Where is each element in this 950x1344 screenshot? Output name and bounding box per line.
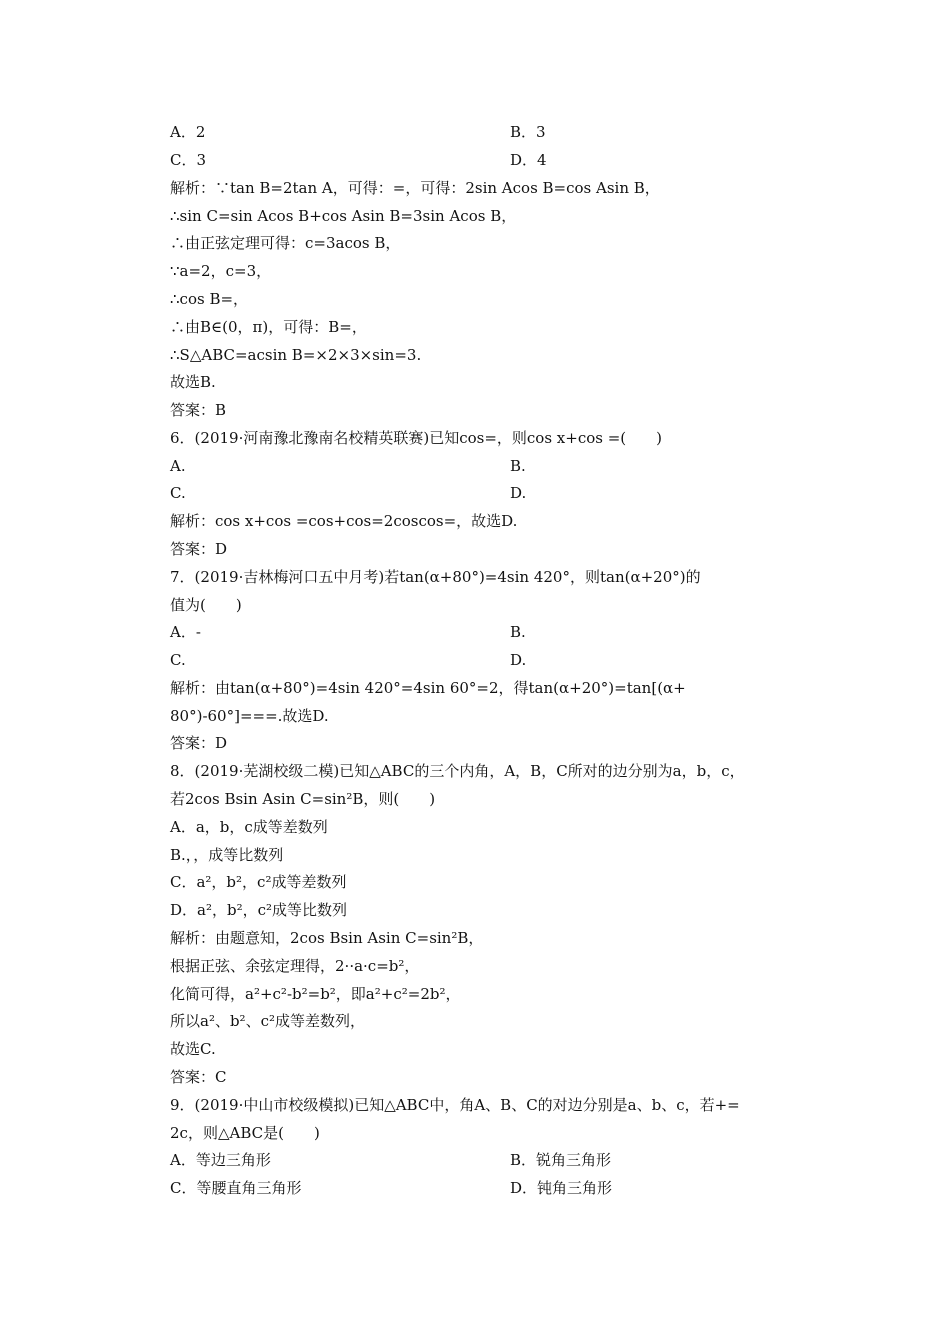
text-line [0, 924, 950, 952]
text-line [0, 952, 950, 980]
conclusion-text: 故选C. [170, 1040, 216, 1058]
option-d: D．a²，b²，c²成等比数列 [170, 901, 348, 919]
text-line [0, 591, 950, 619]
solution-text: ∵a=2，c=3， [170, 262, 272, 280]
option-c: C．3 [170, 151, 207, 169]
text-line [0, 757, 950, 785]
solution-text: 解析：由tan(α+80°)=4sin 420°=4sin 60°=2，得tan(α+20°)=tan[(α+ [170, 679, 686, 697]
answer-text: 答案：D [170, 540, 228, 558]
text-line [0, 980, 950, 1008]
question-text: 8．(2019·芜湖校级二模)已知△ABC的三个内角，A，B，C所对的边分别为a，b，c， [170, 762, 745, 780]
option-row [0, 146, 950, 174]
answer-text: 答案：D [170, 734, 228, 752]
text-line [0, 535, 950, 563]
text-line [0, 341, 950, 369]
text-line [0, 285, 950, 313]
question-text: 若2cos Bsin Asin C=sin²B，则( ) [170, 790, 436, 808]
text-line [0, 1091, 950, 1119]
solution-text: 解析：由题意知，2cos Bsin Asin C=sin²B， [170, 929, 484, 947]
solution-text: ∴由正弦定理可得：c=3acos B， [170, 234, 401, 252]
text-line [0, 674, 950, 702]
option-d: D. [510, 651, 527, 669]
text-line [0, 785, 950, 813]
option-row [0, 618, 950, 646]
question-text: 值为( ) [170, 596, 242, 614]
text-line [0, 424, 950, 452]
answer-text: 答案：B [170, 401, 227, 419]
text-line [0, 729, 950, 757]
question-text: 6．(2019·河南豫北豫南名校精英联赛)已知cos=，则cos x+cos =( ) [170, 429, 662, 447]
option-a: A．等边三角形 [170, 1151, 271, 1169]
solution-text: 解析：cos x+cos =cos+cos=2coscos=，故选D. [170, 512, 518, 530]
solution-text: 化简可得，a²+c²-b²=b²，即a²+c²=2b²， [170, 985, 461, 1003]
option-c: C. [170, 651, 186, 669]
text-line [0, 174, 950, 202]
text-line [0, 313, 950, 341]
conclusion-text: 故选B. [170, 373, 216, 391]
option-b: B.，，成等比数列 [170, 846, 284, 864]
option-row [0, 452, 950, 480]
option-b: B. [510, 623, 526, 641]
solution-text: 根据正弦、余弦定理得，2··a·c=b²， [170, 957, 420, 975]
text-line [0, 1007, 950, 1035]
option-b: B. [510, 457, 526, 475]
answer-text: 答案：C [170, 1068, 227, 1086]
text-line [0, 1035, 950, 1063]
text-line [0, 507, 950, 535]
option-d: D．4 [510, 151, 547, 169]
option-b: B．3 [510, 123, 546, 141]
text-line [0, 1063, 950, 1091]
option-row [0, 118, 950, 146]
solution-text: ∴cos B=， [170, 290, 249, 308]
option-row [0, 646, 950, 674]
option-a: A．- [170, 623, 201, 641]
option-c: C．等腰直角三角形 [170, 1179, 302, 1197]
solution-text: 所以a²、b²、c²成等差数列， [170, 1012, 365, 1030]
question-text: 9．(2019·中山市校级模拟)已知△ABC中，角A、B、C的对边分别是a、b、c，若+= [170, 1096, 740, 1114]
text-line [0, 202, 950, 230]
text-line [0, 368, 950, 396]
option-c: C. [170, 484, 186, 502]
text-line [0, 868, 950, 896]
solution-text: 解析：∵tan B=2tan A，可得：=，可得：2sin Acos B=cos Asin B， [170, 179, 660, 197]
option-c: C．a²，b²，c²成等差数列 [170, 873, 347, 891]
solution-text: ∴S△ABC=acsin B=×2×3×sin=3. [170, 346, 422, 364]
solution-text: 80°)-60°]===.故选D. [170, 707, 329, 725]
text-line [0, 229, 950, 257]
option-row [0, 1174, 950, 1202]
solution-text: ∴sin C=sin Acos B+cos Asin B=3sin Acos B， [170, 207, 517, 225]
question-text: 7．(2019·吉林梅河口五中月考)若tan(α+80°)=4sin 420°，则tan(α+20°)的 [170, 568, 701, 586]
option-row [0, 479, 950, 507]
text-line [0, 1119, 950, 1147]
option-d: D．钝角三角形 [510, 1179, 613, 1197]
option-a: A．a，b，c成等差数列 [170, 818, 328, 836]
option-a: A. [170, 457, 186, 475]
option-b: B．锐角三角形 [510, 1151, 612, 1169]
option-a: A．2 [170, 123, 206, 141]
text-line [0, 563, 950, 591]
text-line [0, 813, 950, 841]
text-line [0, 841, 950, 869]
text-line [0, 396, 950, 424]
question-text: 2c，则△ABC是( ) [170, 1124, 320, 1142]
text-line [0, 257, 950, 285]
solution-text: ∴由B∈(0，π)，可得：B=， [170, 318, 367, 336]
text-line [0, 896, 950, 924]
text-line [0, 702, 950, 730]
option-row [0, 1146, 950, 1174]
option-d: D. [510, 484, 527, 502]
